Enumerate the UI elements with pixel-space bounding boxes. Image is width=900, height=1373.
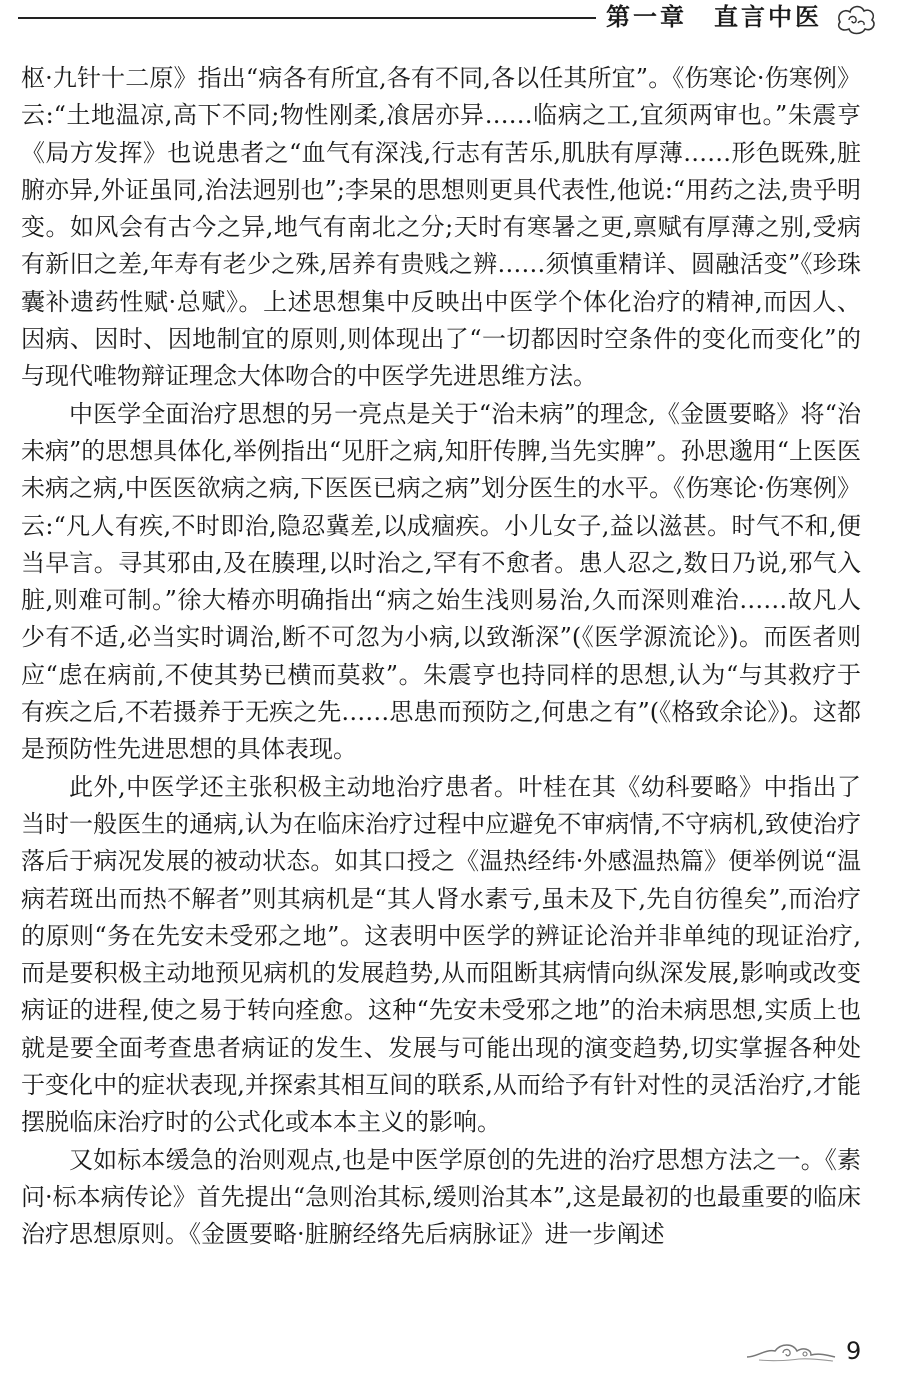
chapter-title: 第一章 直言中医 [606, 3, 822, 31]
header-rule [18, 17, 596, 19]
paragraph: 中医学全面治疗思想的另一亮点是关于“治未病”的理念,《金匮要略》将“治未病”的思想具体化,举例指出“见肝之病,知肝传脾,当先实脾”。孙思邈用“上医医未病之病,中医医欲病之病,下医医已病之病”划分医生的水平。《伤寒论·伤寒例》云:“凡人有疾,不时即治,隐忍冀差,以成痼疾。小儿女子,益以滋甚。时气不和,便当早言。寻其邪由,及在腠理,以时治之,罕有不愈者。患人忍之,数日乃说,邪气入脏,则难可制。”徐大椿亦明确指出“病之始生浅则易治,久而深则难治……故凡人少有不适,必当实时调治,断不可忽为小病,以致渐深”(《医学源流论》)。而医者则应“虑在病前,不使其势已横而莫救”。朱震亨也持同样的思想,认为“与其救疗于有疾之后,不若摄养于无疾之先……思患而预防之,何患之有”(《格致余论》)。这都是预防性先进思想的具体表现。 [21, 399, 861, 764]
paragraph: 此外,中医学还主张积极主动地治疗患者。叶桂在其《幼科要略》中指出了当时一般医生的通病,认为在临床治疗过程中应避免不审病情,不守病机,致使治疗落后于病况发展的被动状态。如其口授之《温热经纬·外感温热篇》便举例说“温病若斑出而热不解者”则其病机是“其人肾水素亏,虽未及下,先自彷徨矣”,而治疗的原则“务在先安未受邪之地”。这表明中医学的辨证论治并非单纯的现证治疗,而是要积极主动地预见病机的发展趋势,从而阻断其病情向纵深发展,影响或改变病证的进程,使之易于转向痊愈。这种“先安未受邪之地”的治未病思想,实质上也就是要全面考查患者病证的发生、发展与可能出现的演变趋势,切实掌握各种处于变化中的症状表现,并探索其相互间的联系,从而给予有针对性的灵活治疗,才能摆脱临床治疗时的公式化或本本主义的影响。 [21, 772, 861, 1137]
body-text [21, 60, 861, 1254]
paragraph: 又如标本缓急的治则观点,也是中医学原创的先进的治疗思想方法之一。《素问·标本病传论》首先提出“急则治其标,缓则治其本”,这是最初的也最重要的临床治疗思想原则。《金匮要略·脏腑经络先后病脉证》进一步阐述 [21, 1145, 861, 1249]
page-number: 9 [846, 1337, 862, 1365]
cloud-scroll-icon [745, 1339, 837, 1365]
cloud-scroll-icon [834, 2, 878, 36]
paragraph: 枢·九针十二原》指出“病各有所宜,各有不同,各以任其所宜”。《伤寒论·伤寒例》云:“土地温凉,高下不同;物性刚柔,飡居亦异……临病之工,宜须两审也。”朱震亨《局方发挥》也说患者之“血气有深浅,行志有苦乐,肌肤有厚薄……形色既殊,脏腑亦异,外证虽同,治法迥别也”;李杲的思想则更具代表性,他说:“用药之法,贵乎明变。如风会有古今之异,地气有南北之分;天时有寒暑之更,禀赋有厚薄之别,受病有新旧之差,年寿有老少之殊,居养有贵贱之辨……须慎重精详、圆融活变”《珍珠囊补遗药性赋·总赋》。上述思想集中反映出中医学个体化治疗的精神,而因人、因病、因时、因地制宜的原则,则体现出了“一切都因时空条件的变化而变化”的与现代唯物辩证理念大体吻合的中医学先进思维方法。 [21, 64, 861, 391]
